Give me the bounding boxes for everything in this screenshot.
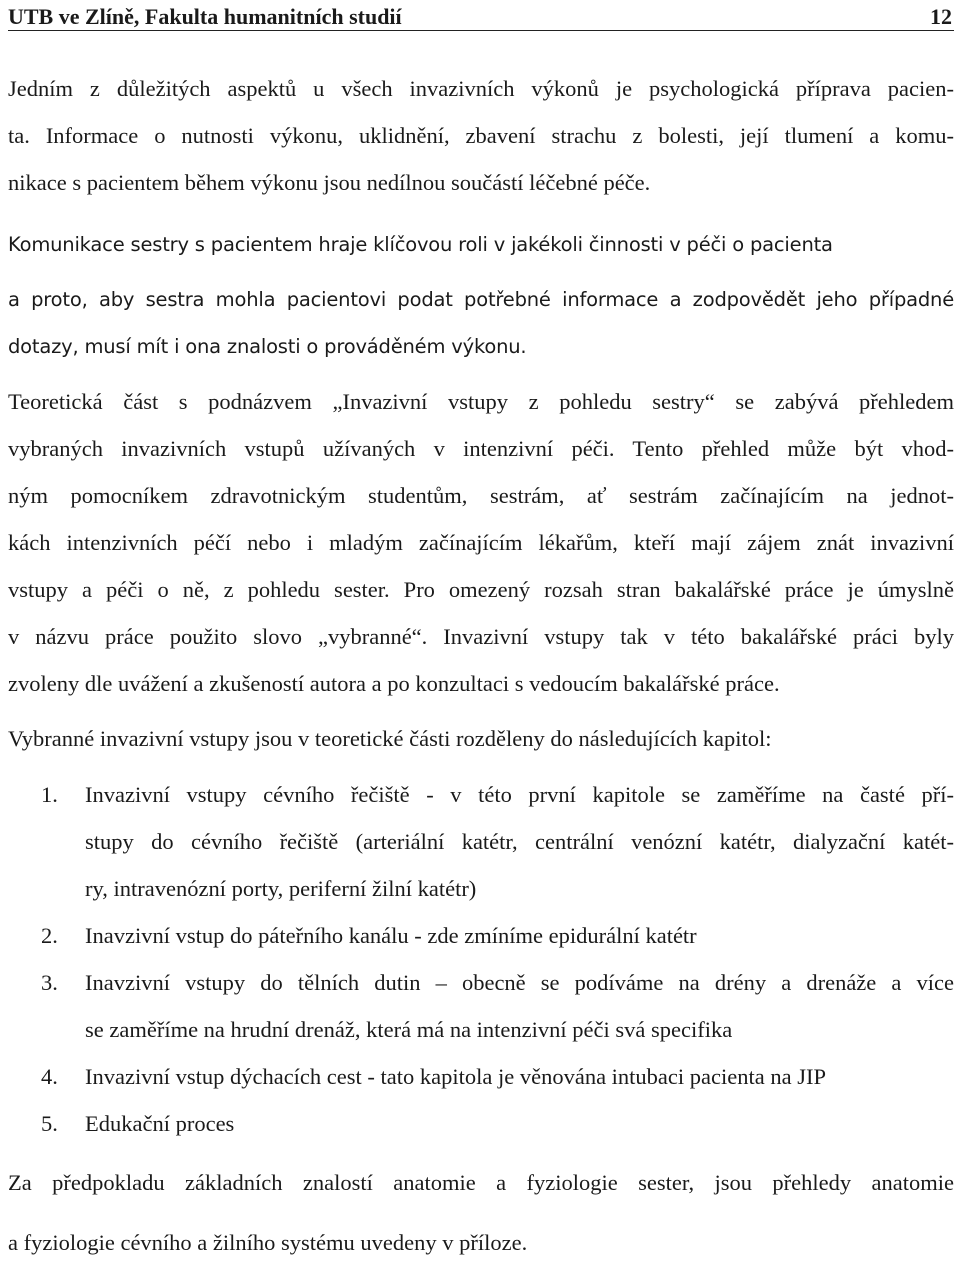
text-line: ry, intravenózní porty, periferní žilní katétr)	[85, 876, 477, 901]
text-line: ným pomocníkem zdravotnickým studentům, sestrám, ať sestrám začínajícím na jednot-	[8, 483, 954, 508]
text-line: Inavzivní vstupy do tělních dutin – obecně se podíváme na drény a drenáže a více	[85, 970, 954, 995]
paragraph-2	[8, 214, 954, 370]
text-line: dotazy, musí mít i ona znalosti o prováděném výkonu.	[8, 335, 527, 358]
document-page	[8, 0, 954, 1273]
paragraph-1	[8, 65, 954, 206]
list-intro	[8, 715, 954, 762]
list-number: 3.	[41, 970, 58, 995]
chapter-list	[8, 771, 954, 1147]
list-number: 1.	[41, 782, 58, 807]
text-line: Za předpokladu základních znalostí anatomie a fyziologie sester, jsou přehledy anatomie	[8, 1170, 954, 1195]
list-number: 4.	[41, 1064, 58, 1089]
text-line: a proto, aby sestra mohla pacientovi podat potřebné informace a zodpovědět jeho případné	[8, 288, 954, 311]
text-line: a fyziologie cévního a žilního systému uvedeny v příloze.	[8, 1230, 528, 1255]
text-line: Komunikace sestry s pacientem hraje klíčovou roli v jakékoli činnosti v péči o pacienta	[8, 233, 833, 256]
paragraph-4	[8, 1153, 954, 1273]
text-line: Invazivní vstupy cévního řečiště - v této první kapitole se zaměříme na časté pří-	[85, 782, 954, 807]
text-line: Edukační proces	[85, 1111, 235, 1136]
list-number: 5.	[41, 1111, 58, 1136]
list-item	[8, 1100, 954, 1147]
header-title: UTB ve Zlíně, Fakulta humanitních studií	[8, 4, 402, 29]
paragraph-3	[8, 378, 954, 707]
list-item	[8, 1053, 954, 1100]
text-line: Teoretická část s podnázvem „Invazivní vstupy z pohledu sestry“ se zabývá přehledem	[8, 389, 954, 414]
text-line: kách intenzivních péčí nebo i mladým začínajícím lékařům, kteří mají zájem znát invazivní	[8, 530, 954, 555]
text-line: zvoleny dle uvážení a zkušeností autora a po konzultaci s vedoucím bakalářské práce.	[8, 671, 780, 696]
text-line: nikace s pacientem během výkonu jsou nedílnou součástí léčebné péče.	[8, 170, 651, 195]
list-item	[8, 959, 954, 1053]
list-item	[8, 912, 954, 959]
text-line: Invazivní vstup dýchacích cest - tato kapitola je věnována intubaci pacienta na JIP	[85, 1064, 826, 1089]
text-line: Vybranné invazivní vstupy jsou v teoretické části rozděleny do následujících kapitol:	[8, 726, 772, 751]
text-line: ta. Informace o nutnosti výkonu, uklidnění, zbavení strachu z bolesti, její tlumení a komu-	[8, 123, 954, 148]
text-line: Inavzivní vstup do páteřního kanálu - zde zmíníme epidurální katétr	[85, 923, 697, 948]
text-line: v názvu práce použito slovo „vybranné“. Invazivní vstupy tak v této bakalářské práci byly	[8, 624, 954, 649]
text-line: se zaměříme na hrudní drenáž, která má na intenzivní péči svá specifika	[85, 1017, 733, 1042]
text-line: vybraných invazivních vstupů užívaných v intenzivní péči. Tento přehled může být vhod-	[8, 436, 954, 461]
text-line: stupy do cévního řečiště (arteriální katétr, centrální venózní katétr, dialyzační katét-	[85, 829, 954, 854]
page-number: 12	[930, 4, 952, 29]
text-line: vstupy a péči o ně, z pohledu sester. Pro omezený rozsah stran bakalářské práce je úmyslně	[8, 577, 954, 602]
text-line: Jedním z důležitých aspektů u všech invazivních výkonů je psychologická příprava pacien-	[8, 76, 954, 101]
list-number: 2.	[41, 923, 58, 948]
list-item	[8, 771, 954, 912]
page-header	[8, 0, 954, 31]
